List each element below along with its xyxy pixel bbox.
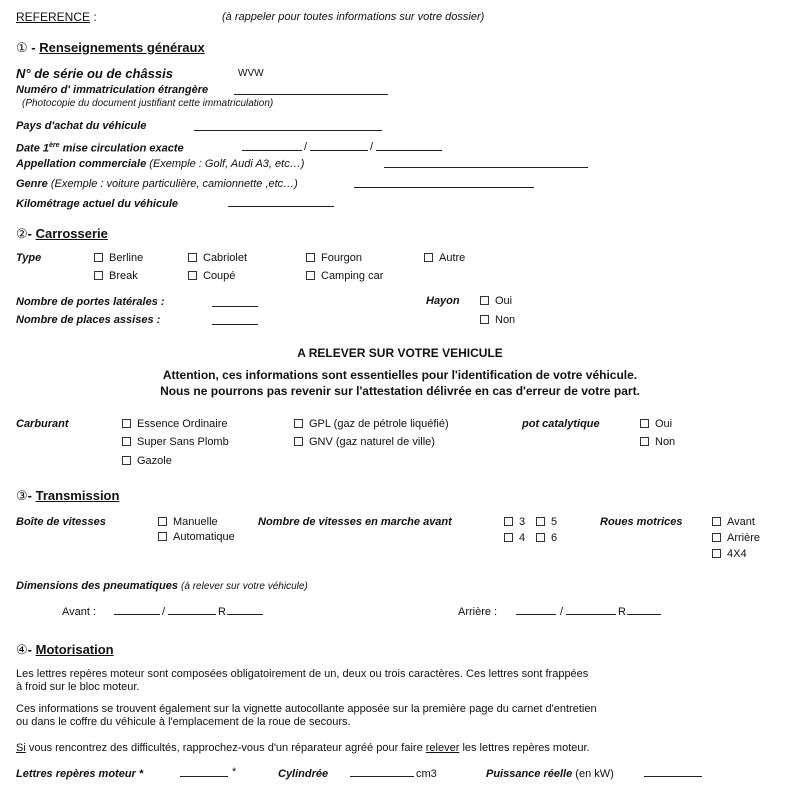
foreign-reg-label: Numéro d' immatriculation étrangère <box>16 84 209 96</box>
country-label: Pays d'achat du véhicule <box>16 120 147 132</box>
checkbox-icon <box>122 437 131 446</box>
checkbox-icon <box>640 419 649 428</box>
power-label: Puissance réelle <box>486 768 573 780</box>
fuel-option-gnv[interactable]: GNV (gaz naturel de ville) <box>294 436 435 448</box>
checkbox-icon <box>424 253 433 262</box>
fuel-option-gazole[interactable]: Gazole <box>122 455 172 467</box>
drive-option-avant[interactable]: Avant <box>712 516 755 528</box>
checkbox-icon <box>294 437 303 446</box>
checkbox-icon <box>536 517 545 526</box>
rear-width-field[interactable] <box>516 604 556 615</box>
serial-value: WVW <box>238 68 264 79</box>
section2-number: ② <box>16 226 28 241</box>
drive-option-arriere[interactable]: Arrière <box>712 532 760 544</box>
section4-heading: ④- Motorisation <box>16 642 114 657</box>
tyres-note: (à relever sur votre véhicule) <box>181 581 308 592</box>
commercial-field[interactable] <box>384 157 588 168</box>
date-sep-1: / <box>304 141 308 153</box>
type-option-cabriolet[interactable]: Cabriolet <box>188 252 247 264</box>
section2-heading: ②- Carrosserie <box>16 226 108 241</box>
section3-title: Transmission <box>35 488 120 503</box>
tyres-label: Dimensions des pneumatiques <box>16 580 178 592</box>
checkbox-icon <box>712 549 721 558</box>
type-option-autre[interactable]: Autre <box>424 252 465 264</box>
catalytic-label: pot catalytique <box>522 418 600 430</box>
section4-title: Motorisation <box>35 642 114 657</box>
fuel-option-essence[interactable]: Essence Ordinaire <box>122 418 228 430</box>
checkbox-icon <box>640 437 649 446</box>
gears-option-6[interactable]: 6 <box>536 532 557 544</box>
motor-para1-line2: à froid sur le bloc moteur. <box>16 681 140 693</box>
rear-label: Arrière : <box>458 606 498 618</box>
rear-rim-field[interactable] <box>627 604 661 615</box>
motor-para2-line1: Ces informations se trouvent également sur la vignette autocollante apposée sur la première page du carnet d'entretien <box>16 703 597 715</box>
reference-colon: : <box>93 10 97 24</box>
gearbox-option-manuelle[interactable]: Manuelle <box>158 516 218 528</box>
power-unit: (en kW) <box>575 768 614 780</box>
km-field[interactable] <box>228 196 334 207</box>
doors-field[interactable] <box>212 296 258 307</box>
drive-label: Roues motrices <box>600 516 683 528</box>
checkbox-icon <box>94 271 103 280</box>
genre-example: (Exemple : voiture particulière, camionnette ,etc…) <box>50 178 298 190</box>
checkbox-icon <box>122 456 131 465</box>
front-r: R <box>218 606 226 618</box>
commercial-example: (Exemple : Golf, Audi A3, etc…) <box>149 158 305 170</box>
date-sep-2: / <box>370 141 374 153</box>
motor-para3-si: Si <box>16 742 26 754</box>
genre-label: Genre <box>16 178 48 190</box>
commercial-row <box>16 158 304 170</box>
front-rim-field[interactable] <box>227 604 263 615</box>
power-field[interactable] <box>644 766 702 777</box>
section3-number: ③ <box>16 488 28 503</box>
motor-para3-relever: relever <box>425 742 460 754</box>
motor-para3: Si vous rencontrez des difficultés, rapprochez-vous d'un réparateur agréé pour faire relever les lettres repères moteur. <box>16 742 590 754</box>
rear-slash: / <box>560 606 564 618</box>
catalytic-option-oui[interactable]: Oui <box>640 418 672 430</box>
section4-number: ④ <box>16 642 28 657</box>
type-option-break[interactable]: Break <box>94 270 138 282</box>
engine-letters-asterisk: * <box>232 766 237 778</box>
checkbox-icon <box>306 271 315 280</box>
hayon-option-non[interactable]: Non <box>480 314 515 326</box>
displacement-field[interactable] <box>350 766 414 777</box>
seats-field[interactable] <box>212 314 258 325</box>
motor-para1-line1: Les lettres repères moteur sont composées obligatoirement de un, deux ou trois caractères. Ces lettres sont frappées <box>16 668 589 680</box>
checkbox-icon <box>158 532 167 541</box>
seats-label: Nombre de places assises : <box>16 314 161 326</box>
section1-number: ① <box>16 40 28 55</box>
checkbox-icon <box>188 253 197 262</box>
power-row <box>486 768 614 780</box>
gearbox-option-automatique[interactable]: Automatique <box>158 531 235 543</box>
front-ratio-field[interactable] <box>168 604 216 615</box>
front-slash: / <box>162 606 166 618</box>
section1-title: Renseignements généraux <box>39 40 205 55</box>
foreign-reg-field[interactable] <box>234 84 388 95</box>
doors-label: Nombre de portes latérales : <box>16 296 165 308</box>
engine-letters-label: Lettres repères moteur * <box>16 768 144 780</box>
gearbox-label: Boîte de vitesses <box>16 516 106 528</box>
type-option-berline[interactable]: Berline <box>94 252 143 264</box>
reference-note: (à rappeler pour toutes informations sur votre dossier) <box>222 11 485 23</box>
front-label: Avant : <box>62 606 97 618</box>
notice-title: A RELEVER SUR VOTRE VEHICULE <box>297 346 503 360</box>
genre-row <box>16 178 298 190</box>
hayon-option-oui[interactable]: Oui <box>480 295 512 307</box>
checkbox-icon <box>712 533 721 542</box>
foreign-reg-note: (Photocopie du document justifiant cette immatriculation) <box>22 98 274 109</box>
checkbox-icon <box>480 315 489 324</box>
displacement-label: Cylindrée <box>278 768 329 780</box>
checkbox-icon <box>504 533 513 542</box>
checkbox-icon <box>306 253 315 262</box>
rear-ratio-field[interactable] <box>566 604 616 615</box>
checkbox-icon <box>536 533 545 542</box>
gears-option-5[interactable]: 5 <box>536 516 557 528</box>
reference-label: REFERENCE <box>16 10 91 24</box>
rear-r: R <box>618 606 626 618</box>
checkbox-icon <box>712 517 721 526</box>
section1-heading: ① - Renseignements généraux <box>16 40 205 55</box>
front-width-field[interactable] <box>114 604 160 615</box>
checkbox-icon <box>480 296 489 305</box>
section3-heading: ③- Transmission <box>16 488 120 503</box>
fuel-option-super[interactable]: Super Sans Plomb <box>122 436 229 448</box>
displacement-unit: cm3 <box>416 768 437 780</box>
checkbox-icon <box>294 419 303 428</box>
type-option-camping-car[interactable]: Camping car <box>306 270 383 282</box>
fuel-label: Carburant <box>16 418 69 430</box>
section2-title: Carrosserie <box>35 226 108 241</box>
checkbox-icon <box>94 253 103 262</box>
date-month-field[interactable] <box>310 140 368 151</box>
date-year-field[interactable] <box>376 140 442 151</box>
checkbox-icon <box>504 517 513 526</box>
motor-para2-line2: ou dans le coffre du véhicule à l'emplacement de la roue de secours. <box>16 716 351 728</box>
reference-line <box>16 10 97 24</box>
notice-line2: Nous ne pourrons pas revenir sur l'attestation délivrée en cas d'erreur de votre part. <box>160 384 640 398</box>
country-field[interactable] <box>194 120 382 131</box>
km-label: Kilométrage actuel du véhicule <box>16 198 178 210</box>
fuel-option-gpl[interactable]: GPL (gaz de pétrole liquéfié) <box>294 418 449 430</box>
commercial-label: Appellation commerciale <box>16 158 147 170</box>
type-option-coupe[interactable]: Coupé <box>188 270 235 282</box>
engine-letters-field[interactable] <box>180 766 228 777</box>
drive-option-4x4[interactable]: 4X4 <box>712 548 747 560</box>
notice-line1: Attention, ces informations sont essentielles pour l'identification de votre véhicule. <box>162 368 638 382</box>
date-label: Date 1ère mise circulation exacte <box>16 142 184 155</box>
gears-option-4[interactable]: 4 <box>504 532 525 544</box>
checkbox-icon <box>188 271 197 280</box>
serial-label: N° de série ou de châssis <box>16 66 173 81</box>
genre-field[interactable] <box>354 177 534 188</box>
tyres-row <box>16 580 308 592</box>
catalytic-option-non[interactable]: Non <box>640 436 675 448</box>
type-option-fourgon[interactable]: Fourgon <box>306 252 362 264</box>
gears-label: Nombre de vitesses en marche avant <box>258 516 452 528</box>
type-label: Type <box>16 252 42 264</box>
date-day-field[interactable] <box>242 140 302 151</box>
checkbox-icon <box>158 517 167 526</box>
hayon-label: Hayon <box>426 295 460 307</box>
gears-option-3[interactable]: 3 <box>504 516 525 528</box>
checkbox-icon <box>122 419 131 428</box>
